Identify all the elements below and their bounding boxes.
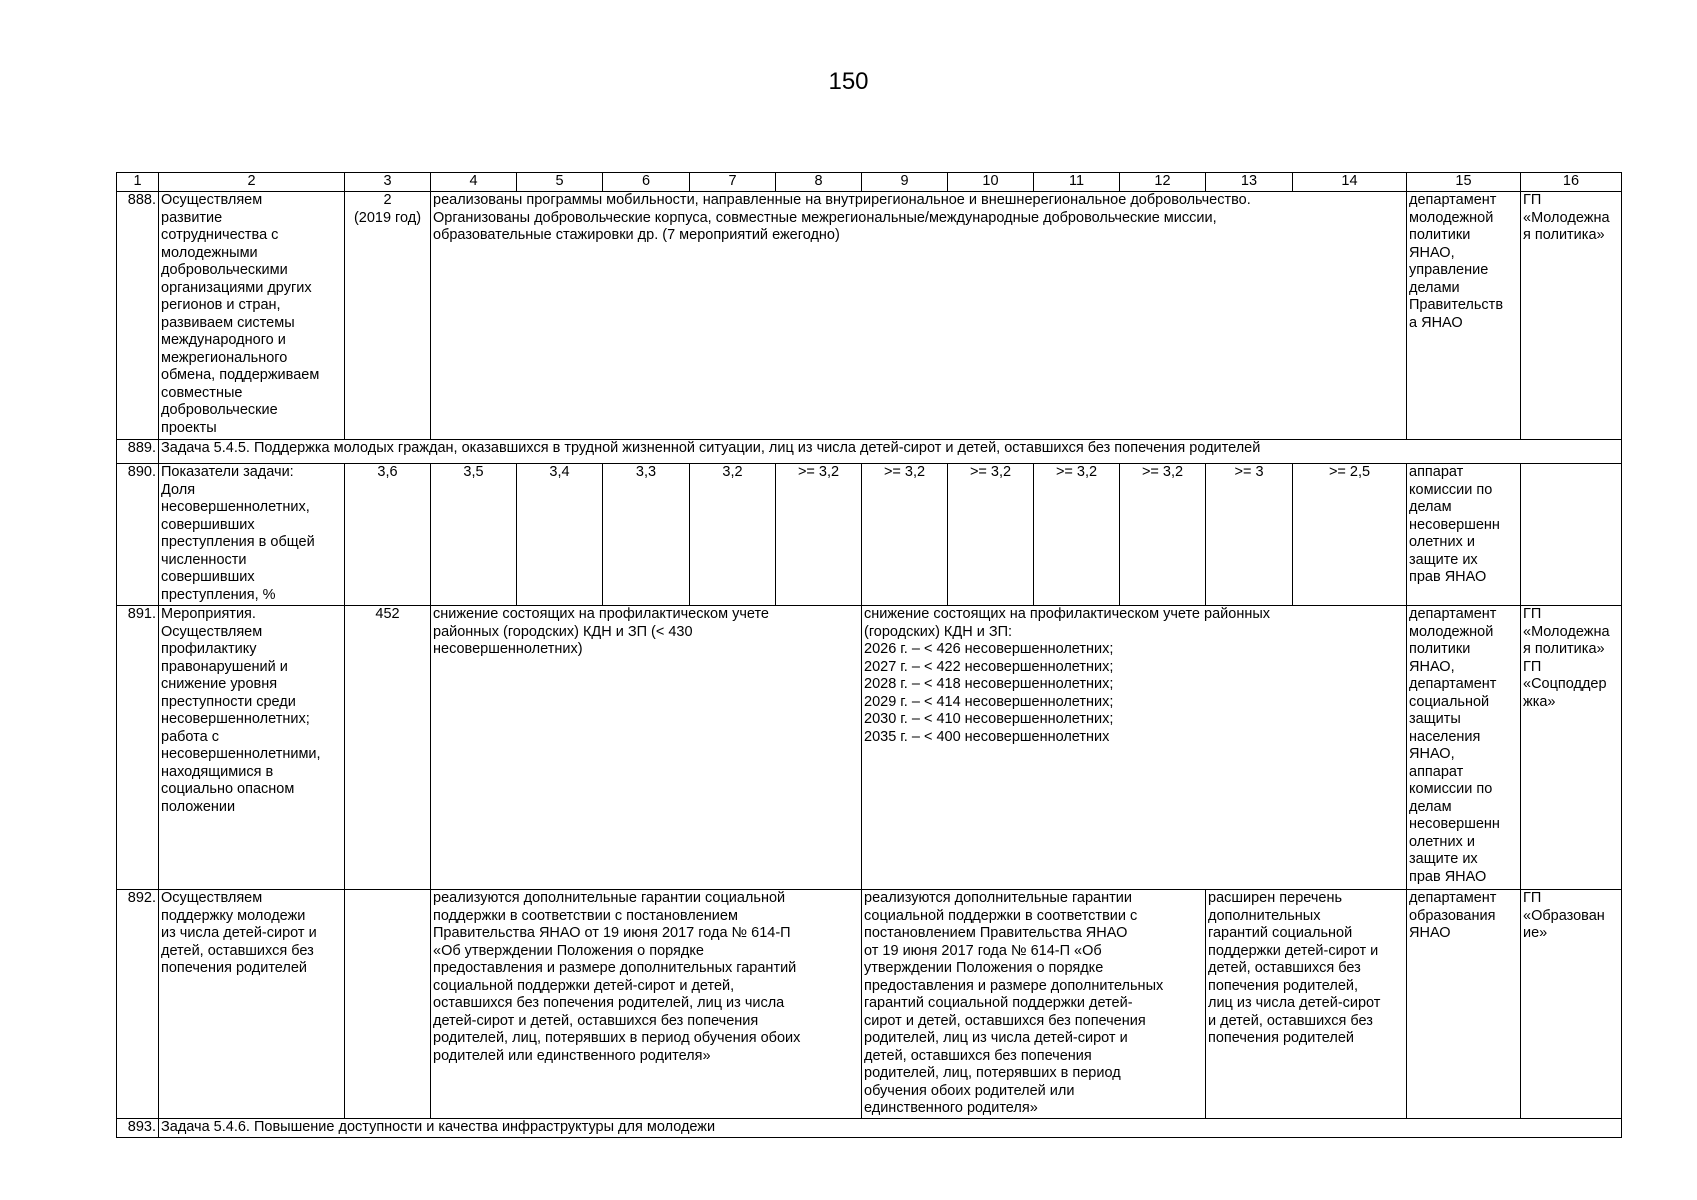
indicator-value: >= 3,2 [776,464,862,606]
header-cell: 9 [862,173,948,192]
header-cell: 11 [1034,173,1120,192]
state-program: ГП «Образован ие» [1521,890,1622,1119]
row-number: 893. [117,1119,159,1138]
row-number: 890. [117,464,159,606]
header-cell: 3 [345,173,431,192]
responsible-executor: департамент молодежной политики ЯНАО, управление делами Правительств а ЯНАО [1407,192,1521,440]
expected-result-mid: реализуются дополнительные гарантии социальной поддержки в соответствии с постановлением Правительства ЯНАО от 19 июня 2017 года № 614-П «Об утверждении Положения о порядке предоставления и размере дополнительных гарантий социальной поддержки детей- сирот и детей, оставшихся без попечения родителей, лиц из числа детей-сирот и детей, оставшихся без попечения родителей, лиц, потерявших в период обучения обоих родителей или единственного родителя» [862,890,1206,1119]
page-number: 150 [828,68,869,95]
responsible-executor: департамент молодежной политики ЯНАО, департамент социальной защиты населения ЯНАО, аппарат комиссии по делам несовершенн олетних и защите их прав ЯНАО [1407,606,1521,890]
header-cell: 14 [1293,173,1407,192]
base-value: 2 (2019 год) [345,192,431,440]
row-number: 891. [117,606,159,890]
task-heading: Задача 5.4.6. Повышение доступности и качества инфраструктуры для молодежи [159,1119,1622,1138]
header-cell: 15 [1407,173,1521,192]
expected-result-early: реализуются дополнительные гарантии социальной поддержки в соответствии с постановлением Правительства ЯНАО от 19 июня 2017 года № 614-П «Об утверждении Положения о порядке предоставления и размере дополнительных гарантий социальной поддержки детей-сирот и детей, оставшихся без попечения родителей, лиц из числа детей-сирот и детей, оставшихся без попечения родителей, лиц, потерявших в период обучения обоих родителей или единственного родителя» [431,890,862,1119]
row-number: 892. [117,890,159,1119]
expected-result: реализованы программы мобильности, направленные на внутрирегиональное и внешнерегиональное добровольчество. Организованы добровольческие корпуса, совместные межрегиональные/международные добровольческие миссии, образовательные стажировки др. (7 мероприятий ежегодно) [431,192,1407,440]
row-number: 889. [117,440,159,464]
indicator-value: 3,4 [517,464,603,606]
base-value: 452 [345,606,431,890]
header-cell: 5 [517,173,603,192]
responsible-executor: аппарат комиссии по делам несовершенн олетних и защите их прав ЯНАО [1407,464,1521,606]
indicator-value: 3,5 [431,464,517,606]
task-heading: Задача 5.4.5. Поддержка молодых граждан, оказавшихся в трудной жизненной ситуации, лиц из числа детей-сирот и детей, оставшихся без попечения родителей [159,440,1622,464]
header-cell: 8 [776,173,862,192]
header-cell: 13 [1206,173,1293,192]
activity-name: Осуществляем развитие сотрудничества с молодежными добровольческими организациями других регионов и стран, развиваем системы международного и межрегионального обмена, поддерживаем совместные добровольческие проекты [159,192,345,440]
state-program: ГП «Молодежна я политика» [1521,192,1622,440]
header-cell: 6 [603,173,690,192]
table-row-893 [117,1119,1622,1138]
header-cell: 12 [1120,173,1206,192]
indicator-value: >= 2,5 [1293,464,1407,606]
indicator-value: >= 3 [1206,464,1293,606]
column-number-row [117,173,1622,192]
header-cell: 16 [1521,173,1622,192]
indicator-value: >= 3,2 [948,464,1034,606]
indicator-value: >= 3,2 [862,464,948,606]
indicator-value: >= 3,2 [1034,464,1120,606]
table-row-891 [117,606,1622,890]
indicator-name: Показатели задачи: Доля несовершеннолетних, совершивших преступления в общей численности совершивших преступления, % [159,464,345,606]
row-number: 888. [117,192,159,440]
expected-result-early: снижение состоящих на профилактическом учете районных (городских) КДН и ЗП (< 430 несовершеннолетних) [431,606,862,890]
expected-result-late: расширен перечень дополнительных гарантий социальной поддержки детей-сирот и детей, оставшихся без попечения родителей, лиц из числа детей-сирот и детей, оставшихся без попечения родителей [1206,890,1407,1119]
header-cell: 1 [117,173,159,192]
state-program: ГП «Молодежна я политика» ГП «Соцподдер жка» [1521,606,1622,890]
header-cell: 10 [948,173,1034,192]
activity-name: Осуществляем поддержку молодежи из числа детей-сирот и детей, оставшихся без попечения родителей [159,890,345,1119]
header-cell: 4 [431,173,517,192]
table-row-889 [117,440,1622,464]
header-cell: 2 [159,173,345,192]
indicator-value: 3,2 [690,464,776,606]
header-cell: 7 [690,173,776,192]
activity-name: Мероприятия. Осуществляем профилактику правонарушений и снижение уровня преступности среди несовершеннолетних; работа с несовершеннолетними, находящимися в социально опасном положении [159,606,345,890]
base-value [345,890,431,1119]
indicator-value: 3,6 [345,464,431,606]
table-row-892 [117,890,1622,1119]
responsible-executor: департамент образования ЯНАО [1407,890,1521,1119]
indicator-value: >= 3,2 [1120,464,1206,606]
plan-table [116,172,1622,1138]
table-row-888 [117,192,1622,440]
state-program [1521,464,1622,606]
expected-result-late: снижение состоящих на профилактическом учете районных (городских) КДН и ЗП: 2026 г. – < 426 несовершеннолетних; 2027 г. – < 422 несовершеннолетних; 2028 г. – < 418 несовершеннолетних; 2029 г. – < 414 несовершеннолетних; 2030 г. – < 410 несовершеннолетних; 2035 г. – < 400 несовершеннолетних [862,606,1407,890]
table-row-890 [117,464,1622,606]
indicator-value: 3,3 [603,464,690,606]
